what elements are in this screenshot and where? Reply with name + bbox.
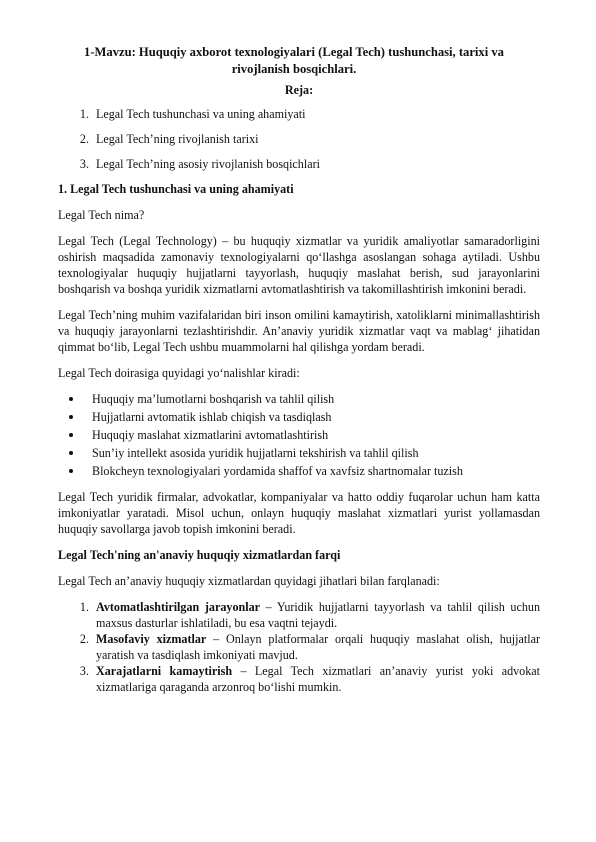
differences-list	[58, 599, 540, 695]
plan-item: 2. Legal Tech’ning rivojlanish tarixi	[92, 131, 540, 147]
plan-list	[58, 106, 540, 172]
section-heading-2: Legal Tech'ning an'anaviy huquqiy xizmatlardan farqi	[58, 548, 341, 562]
difference-item	[92, 663, 540, 695]
section-heading-1: 1. Legal Tech tushunchasi va uning ahamiyati	[58, 182, 294, 196]
question-text: Legal Tech nima?	[58, 208, 145, 222]
paragraph-definition: Legal Tech (Legal Technology) – bu huquqiy xizmatlar va yuridik amaliyotlar samaradorligini oshirish maqsadida zamonaviy texnologiyalarni qo‘llashga asoslangan sohaga aytiladi. Ushbu texnologiyalar huquqiy hujjatlarni tayyorlash, huquqiy maslahat berish, sud jarayonlarini boshqarish va boshqa yuridik xizmatlarni avtomatlashtirish va takomillashtirish imkonini beradi.	[58, 234, 540, 296]
list-item: Sun’iy intellekt asosida yuridik hujjatlarni tekshirish va tahlil qilish	[92, 445, 540, 461]
difference-text: – Legal Tech xizmatlari an’anaviy yurist yoki advokat xizmatlariga qaraganda arzonroq bo‘lishi mumkin.	[96, 664, 541, 694]
directions-list	[58, 391, 540, 479]
difference-text: – Yuridik hujjatlarni tayyorlash va tahlil qilish uchun maxsus dasturlar ishlatiladi, bu esa vaqtni tejaydi.	[96, 600, 540, 630]
difference-term: Avtomatlashtirilgan jarayonlar	[96, 600, 260, 614]
list-item: Blokcheyn texnologiyalari yordamida shaffof va xavfsiz shartnomalar tuzish	[92, 463, 540, 479]
paragraph-tasks: Legal Tech’ning muhim vazifalaridan biri inson omilini kamaytirish, xatoliklarni minimallashtirish va huquqiy jarayonlarni tezlashtirishdir. An’anaviy yuridik xizmatlar vaqt va mablag‘ jihatidan qimmat bo‘lib, Legal Tech ushbu muammolarni hal qilishga yordam beradi.	[58, 308, 540, 354]
difference-item	[92, 599, 540, 631]
paragraph-directions-intro: Legal Tech doirasiga quyidagi yo‘nalishlar kiradi:	[58, 366, 300, 380]
difference-text: – Onlayn platformalar orqali huquqiy maslahat olish, hujjatlar yaratish va tasdiqlash imkoniyati mavjud.	[96, 632, 541, 662]
list-item: Huquqiy maslahat xizmatlarini avtomatlashtirish	[92, 427, 540, 443]
plan-item: 3. Legal Tech’ning asosiy rivojlanish bosqichlari	[92, 156, 540, 172]
difference-term: Masofaviy xizmatlar	[96, 632, 207, 646]
paragraph-differences-intro: Legal Tech an’anaviy huquqiy xizmatlardan quyidagi jihatlari bilan farqlanadi:	[58, 574, 440, 588]
plan-label: Reja:	[284, 83, 314, 97]
paragraph-opportunities: Legal Tech yuridik firmalar, advokatlar, kompaniyalar va hatto oddiy fuqarolar uchun ham katta imkoniyatlar yaratadi. Misol uchun, onlayn huquqiy maslahat xizmatlari yurist yollamasdan huquqiy savollarga javob topish imkonini beradi.	[58, 490, 540, 536]
difference-item	[92, 631, 540, 663]
document-title: 1-Mavzu: Huquqiy axborot texnologiyalari (Legal Tech) tushunchasi, tarixi va rivojlanish bosqichlari.	[84, 45, 504, 76]
list-item: Huquqiy ma’lumotlarni boshqarish va tahlil qilish	[92, 391, 540, 407]
plan-item: 1. Legal Tech tushunchasi va uning ahamiyati	[92, 106, 540, 122]
list-item: Hujjatlarni avtomatik ishlab chiqish va tasdiqlash	[92, 409, 540, 425]
difference-term: Xarajatlarni kamaytirish	[96, 664, 233, 678]
